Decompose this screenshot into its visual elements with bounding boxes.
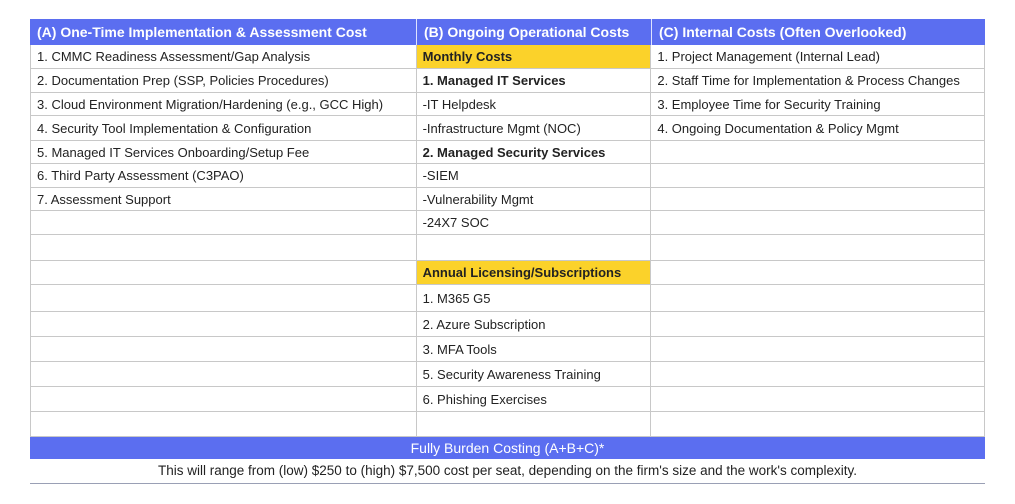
table-cell xyxy=(31,387,416,412)
table-cell: 2. Documentation Prep (SSP, Policies Procedures) xyxy=(31,69,416,93)
table-cell xyxy=(651,412,984,437)
table-cell: 4. Security Tool Implementation & Configuration xyxy=(31,116,416,141)
table-cell xyxy=(651,211,984,235)
table-cell xyxy=(417,412,651,437)
cost-table xyxy=(30,19,985,484)
table-cell: 7. Assessment Support xyxy=(31,188,416,211)
table-cell xyxy=(31,412,416,437)
table-cell xyxy=(651,164,984,188)
table-cell: Monthly Costs xyxy=(417,45,651,69)
table-cell xyxy=(651,141,984,164)
table-cell: 2. Azure Subscription xyxy=(417,312,651,337)
table-cell: 3. MFA Tools xyxy=(417,337,651,362)
table-cell: 3. Employee Time for Security Training xyxy=(651,93,984,116)
table-cell: 2. Staff Time for Implementation & Process Changes xyxy=(651,69,984,93)
table-cell: 1. CMMC Readiness Assessment/Gap Analysis xyxy=(31,45,416,69)
table-cell: -SIEM xyxy=(417,164,651,188)
table-cell: -Vulnerability Mgmt xyxy=(417,188,651,211)
table-cell xyxy=(31,337,416,362)
table-cell: -Infrastructure Mgmt (NOC) xyxy=(417,116,651,141)
header-internal-costs: (C) Internal Costs (Often Overlooked) xyxy=(651,19,985,45)
table-body xyxy=(30,45,985,437)
table-cell: -24X7 SOC xyxy=(417,211,651,235)
table-cell: Annual Licensing/Subscriptions xyxy=(417,261,651,285)
table-cell xyxy=(31,211,416,235)
column-ongoing xyxy=(417,45,652,437)
table-cell: 3. Cloud Environment Migration/Hardening (e.g., GCC High) xyxy=(31,93,416,116)
total-costing-bar: Fully Burden Costing (A+B+C)* xyxy=(30,437,985,459)
table-cell: 5. Managed IT Services Onboarding/Setup Fee xyxy=(31,141,416,164)
table-header xyxy=(30,19,985,45)
table-cell xyxy=(651,362,984,387)
table-cell xyxy=(651,337,984,362)
table-cell xyxy=(651,285,984,312)
table-cell xyxy=(31,312,416,337)
table-cell: 1. M365 G5 xyxy=(417,285,651,312)
table-cell xyxy=(651,261,984,285)
cost-footnote: This will range from (low) $250 to (high) $7,500 cost per seat, depending on the firm's size and the work's complexity. xyxy=(30,459,985,484)
table-cell: 6. Phishing Exercises xyxy=(417,387,651,412)
header-one-time-costs: (A) One-Time Implementation & Assessment Cost xyxy=(37,24,367,40)
table-cell: 4. Ongoing Documentation & Policy Mgmt xyxy=(651,116,984,141)
table-cell: 5. Security Awareness Training xyxy=(417,362,651,387)
table-cell: 1. Project Management (Internal Lead) xyxy=(651,45,984,69)
table-cell: 1. Managed IT Services xyxy=(417,69,651,93)
table-cell xyxy=(651,188,984,211)
column-one-time xyxy=(31,45,417,437)
table-cell xyxy=(651,387,984,412)
table-cell: 6. Third Party Assessment (C3PAO) xyxy=(31,164,416,188)
table-cell: 2. Managed Security Services xyxy=(417,141,651,164)
column-internal xyxy=(651,45,985,437)
header-ongoing-costs: (B) Ongoing Operational Costs xyxy=(416,19,651,45)
table-cell xyxy=(31,235,416,261)
table-cell xyxy=(31,362,416,387)
table-cell xyxy=(651,312,984,337)
table-cell: -IT Helpdesk xyxy=(417,93,651,116)
table-cell xyxy=(31,261,416,285)
table-cell xyxy=(31,285,416,312)
table-cell xyxy=(651,235,984,261)
table-cell xyxy=(417,235,651,261)
